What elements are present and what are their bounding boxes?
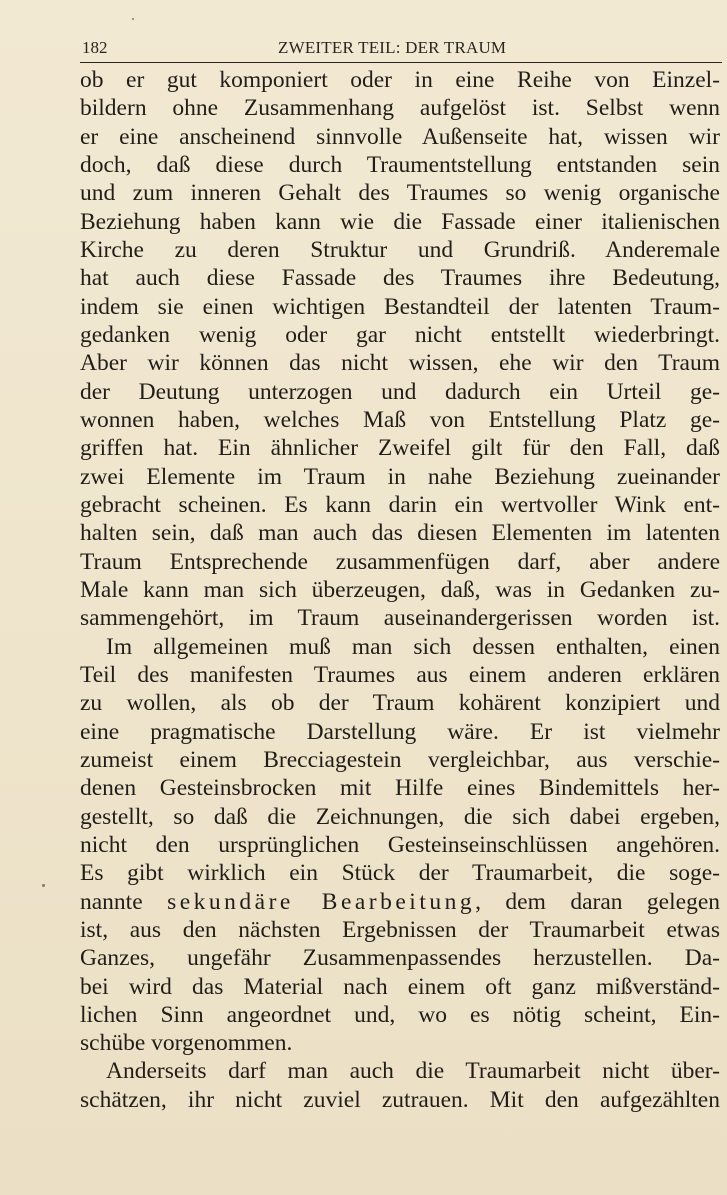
text-line: Beziehung haben kann wie die Fassade einer italienischen [80, 208, 720, 235]
text-line: eine pragmatische Darstellung wäre. Er ist vielmehr [80, 718, 720, 745]
text-line: Traum Entsprechende zusammenfügen darf, aber andere [80, 548, 720, 575]
text-line: hat auch diese Fassade des Traumes ihre Bedeutung, [80, 265, 720, 292]
text-line: der Deutung unterzogen und dadurch ein Urteil ge- [80, 378, 720, 405]
text-line: Male kann man sich überzeugen, daß, was in Gedanken zu- [80, 576, 720, 603]
paragraph-first-line: Anderseits darf man auch die Traumarbeit nicht über- [106, 1058, 720, 1085]
text-line: bei wird das Material nach einem oft ganz mißverständ- [80, 973, 720, 1000]
paper-speck [42, 884, 45, 887]
text-line: Kirche zu deren Struktur und Grundriß. Anderemale [80, 236, 720, 263]
running-head: ZWEITER TEIL: DER TRAUM [278, 38, 507, 57]
text-line: wonnen haben, welches Maß von Entstellung Platz ge- [80, 406, 720, 433]
text-line: schätzen, ihr nicht zuviel zutrauen. Mit den aufgezählten [80, 1086, 720, 1113]
text-line: griffen hat. Ein ähnlicher Zweifel gilt für den Fall, daß [80, 435, 720, 462]
text-line: Aber wir können das nicht wissen, ehe wir den Traum [80, 350, 720, 377]
text-line: bildern ohne Zusammenhang aufgelöst ist. Selbst wenn [80, 95, 720, 122]
text-line: doch, daß diese durch Traumentstellung entstanden sein [80, 151, 720, 178]
text-line: denen Gesteinsbrocken mit Hilfe eines Bindemittels her- [80, 775, 720, 802]
spaced-emphasis: sekundäre Bearbeitung [167, 888, 476, 915]
text-line: ob er gut komponiert oder in eine Reihe von Einzel- [80, 67, 720, 93]
text-line: und zum inneren Gehalt des Traumes so wenig organische [80, 180, 720, 207]
text-line: nicht den ursprünglichen Gesteinseinschlüssen angehören. [80, 831, 720, 858]
text-line: Teil des manifesten Traumes aus einem anderen erklären [80, 661, 720, 688]
text-line: schübe vorgenommen. [80, 1030, 293, 1057]
text-line: zu wollen, als ob der Traum kohärent konzipiert und [80, 690, 720, 717]
header-rule [80, 62, 722, 63]
text-line: gebracht scheinen. Es kann darin ein wertvoller Wink ent- [80, 491, 720, 518]
paragraph-first-line: Im allgemeinen muß man sich dessen enthalten, einen [106, 633, 720, 660]
text-line: zwei Elemente im Traum in nahe Beziehung zueinander [80, 463, 720, 490]
text-line: lichen Sinn angeordnet und, wo es nötig scheint, Ein- [80, 1001, 720, 1028]
text-line-spaced-emphasis: nannte sekundäre Bearbeitung, dem daran gelegen [80, 888, 720, 915]
paper-speck [132, 18, 134, 20]
text-line: ist, aus den nächsten Ergebnissen der Traumarbeit etwas [80, 916, 720, 943]
body-text [80, 66, 720, 1114]
page-number: 182 [82, 38, 108, 57]
text-line: Es gibt wirklich ein Stück der Traumarbeit, die soge- [80, 860, 720, 887]
text-line: gestellt, so daß die Zeichnungen, die sich dabei ergeben, [80, 803, 720, 830]
text-line: gedanken wenig oder gar nicht entstellt wiederbringt. [80, 321, 720, 348]
text-line: sammengehört, im Traum auseinandergerissen worden ist. [80, 605, 720, 632]
text-line: er eine anscheinend sinnvolle Außenseite hat, wissen wir [80, 123, 720, 150]
text-line: halten sein, daß man auch das diesen Elementen im latenten [80, 520, 720, 547]
text-line: indem sie einen wichtigen Bestandteil der latenten Traum- [80, 293, 720, 320]
text-line: Ganzes, ungefähr Zusammenpassendes herzustellen. Da- [80, 945, 720, 972]
text-line: zumeist einem Brecciagestein vergleichbar, aus verschie- [80, 746, 720, 773]
